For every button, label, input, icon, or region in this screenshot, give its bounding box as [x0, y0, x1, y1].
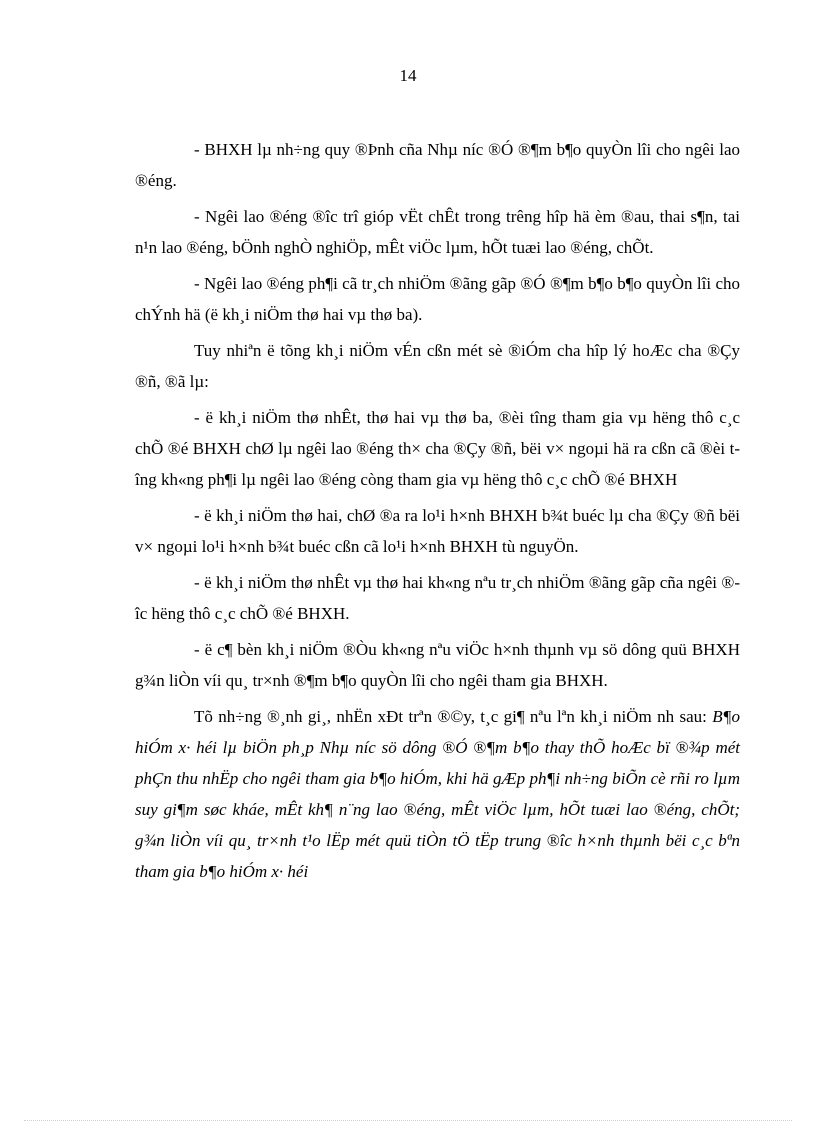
paragraph-first-concept: - ë kh¸i niÖm thø nhÊt, thø hai vµ thø ba, ®èi tîng tham gia vµ hëng thô c¸c chÕ ®é BHXH chØ lµ ngêi lao ®éng th× cha ®Çy ®ñ, bëi v× ngoµi hä ra cßn cã ®èi tîng kh«ng ph¶i lµ ngêi lao ®éng còng tham gia vµ hëng thô c¸c chÕ ®é BHXH	[135, 408, 740, 489]
paragraph-four-concepts: - ë c¶ bèn kh¸i niÖm ®Òu kh«ng nªu viÖc h×nh thµnh vµ sö dông quü BHXH g¾n liÒn víi qu¸ tr×nh ®¶m b¶o quyÒn lîi cho ngêi tham gia BHXH.	[135, 640, 740, 690]
page-bottom-rule	[24, 1120, 792, 1121]
paragraph-first-second-concept: - ë kh¸i niÖm thø nhÊt vµ thø hai kh«ng nªu tr¸ch nhiÖm ®ãng gãp cña ngêi ®îc hëng thô c¸c chÕ ®é BHXH.	[135, 573, 740, 623]
paragraph-responsibility: - Ngêi lao ®éng ph¶i cã tr¸ch nhiÖm ®ãng gãp ®Ó ®¶m b¶o b¶o quyÒn lîi cho chÝnh hä (ë kh¸i niÖm thø hai vµ thø ba).	[135, 274, 740, 324]
paragraph-bhxh-definition: - BHXH lµ nh÷ng quy ®Þnh cña Nhµ níc ®Ó ®¶m b¶o quyÒn lîi cho ngêi lao ®éng.	[135, 140, 740, 190]
paragraph-second-concept: - ë kh¸i niÖm thø hai, chØ ®a ra lo¹i h×nh BHXH b¾t buéc lµ cha ®Çy ®ñ bëi v× ngoµi lo¹i h×nh b¾t buéc cßn cã lo¹i h×nh BHXH tù nguyÖn.	[135, 506, 740, 556]
paragraph-however: Tuy nhiªn ë tõng kh¸i niÖm vÉn cßn mét sè ®iÓm cha hîp lý hoÆc cha ®Çy ®ñ, ®ã lµ:	[135, 341, 740, 391]
paragraph-support: - Ngêi lao ®éng ®îc trî gióp vËt chÊt trong trêng hîp hä èm ®au, thai s¶n, tai n¹n lao ®éng, bÖnh nghÒ nghiÖp, mÊt viÖc lµm, hÕt tuæi lao ®éng, chÕt.	[135, 207, 740, 257]
paragraph-conclusion	[135, 701, 740, 887]
page-number: 14	[399, 66, 417, 85]
conclusion-definition: B¶o hiÓm x· héi lµ biÖn ph¸p Nhµ níc sö dông ®Ó ®¶m b¶o thay thÕ hoÆc bï ®¾p mét phÇn thu nhËp cho ngêi tham gia b¶o hiÓm, khi hä gÆp ph¶i nh÷ng biÕn cè rñi ro lµm suy gi¶m søc kháe, mÊt kh¶ n¨ng lao ®éng, mÊt viÖc lµm, hÕt tuæi lao ®éng, chÕt; g¾n liÒn víi qu¸ tr×nh t¹o lËp mét quü tiÒn tÖ tËp trung ®îc h×nh thµnh bëi c¸c bªn tham gia b¶o hiÓm x· héi	[135, 707, 740, 881]
document-body	[135, 134, 740, 887]
conclusion-lead: Tõ nh÷ng ®¸nh gi¸, nhËn xÐt trªn ®©y, t¸c gi¶ nªu lªn kh¸i niÖm nh sau:	[194, 707, 713, 726]
